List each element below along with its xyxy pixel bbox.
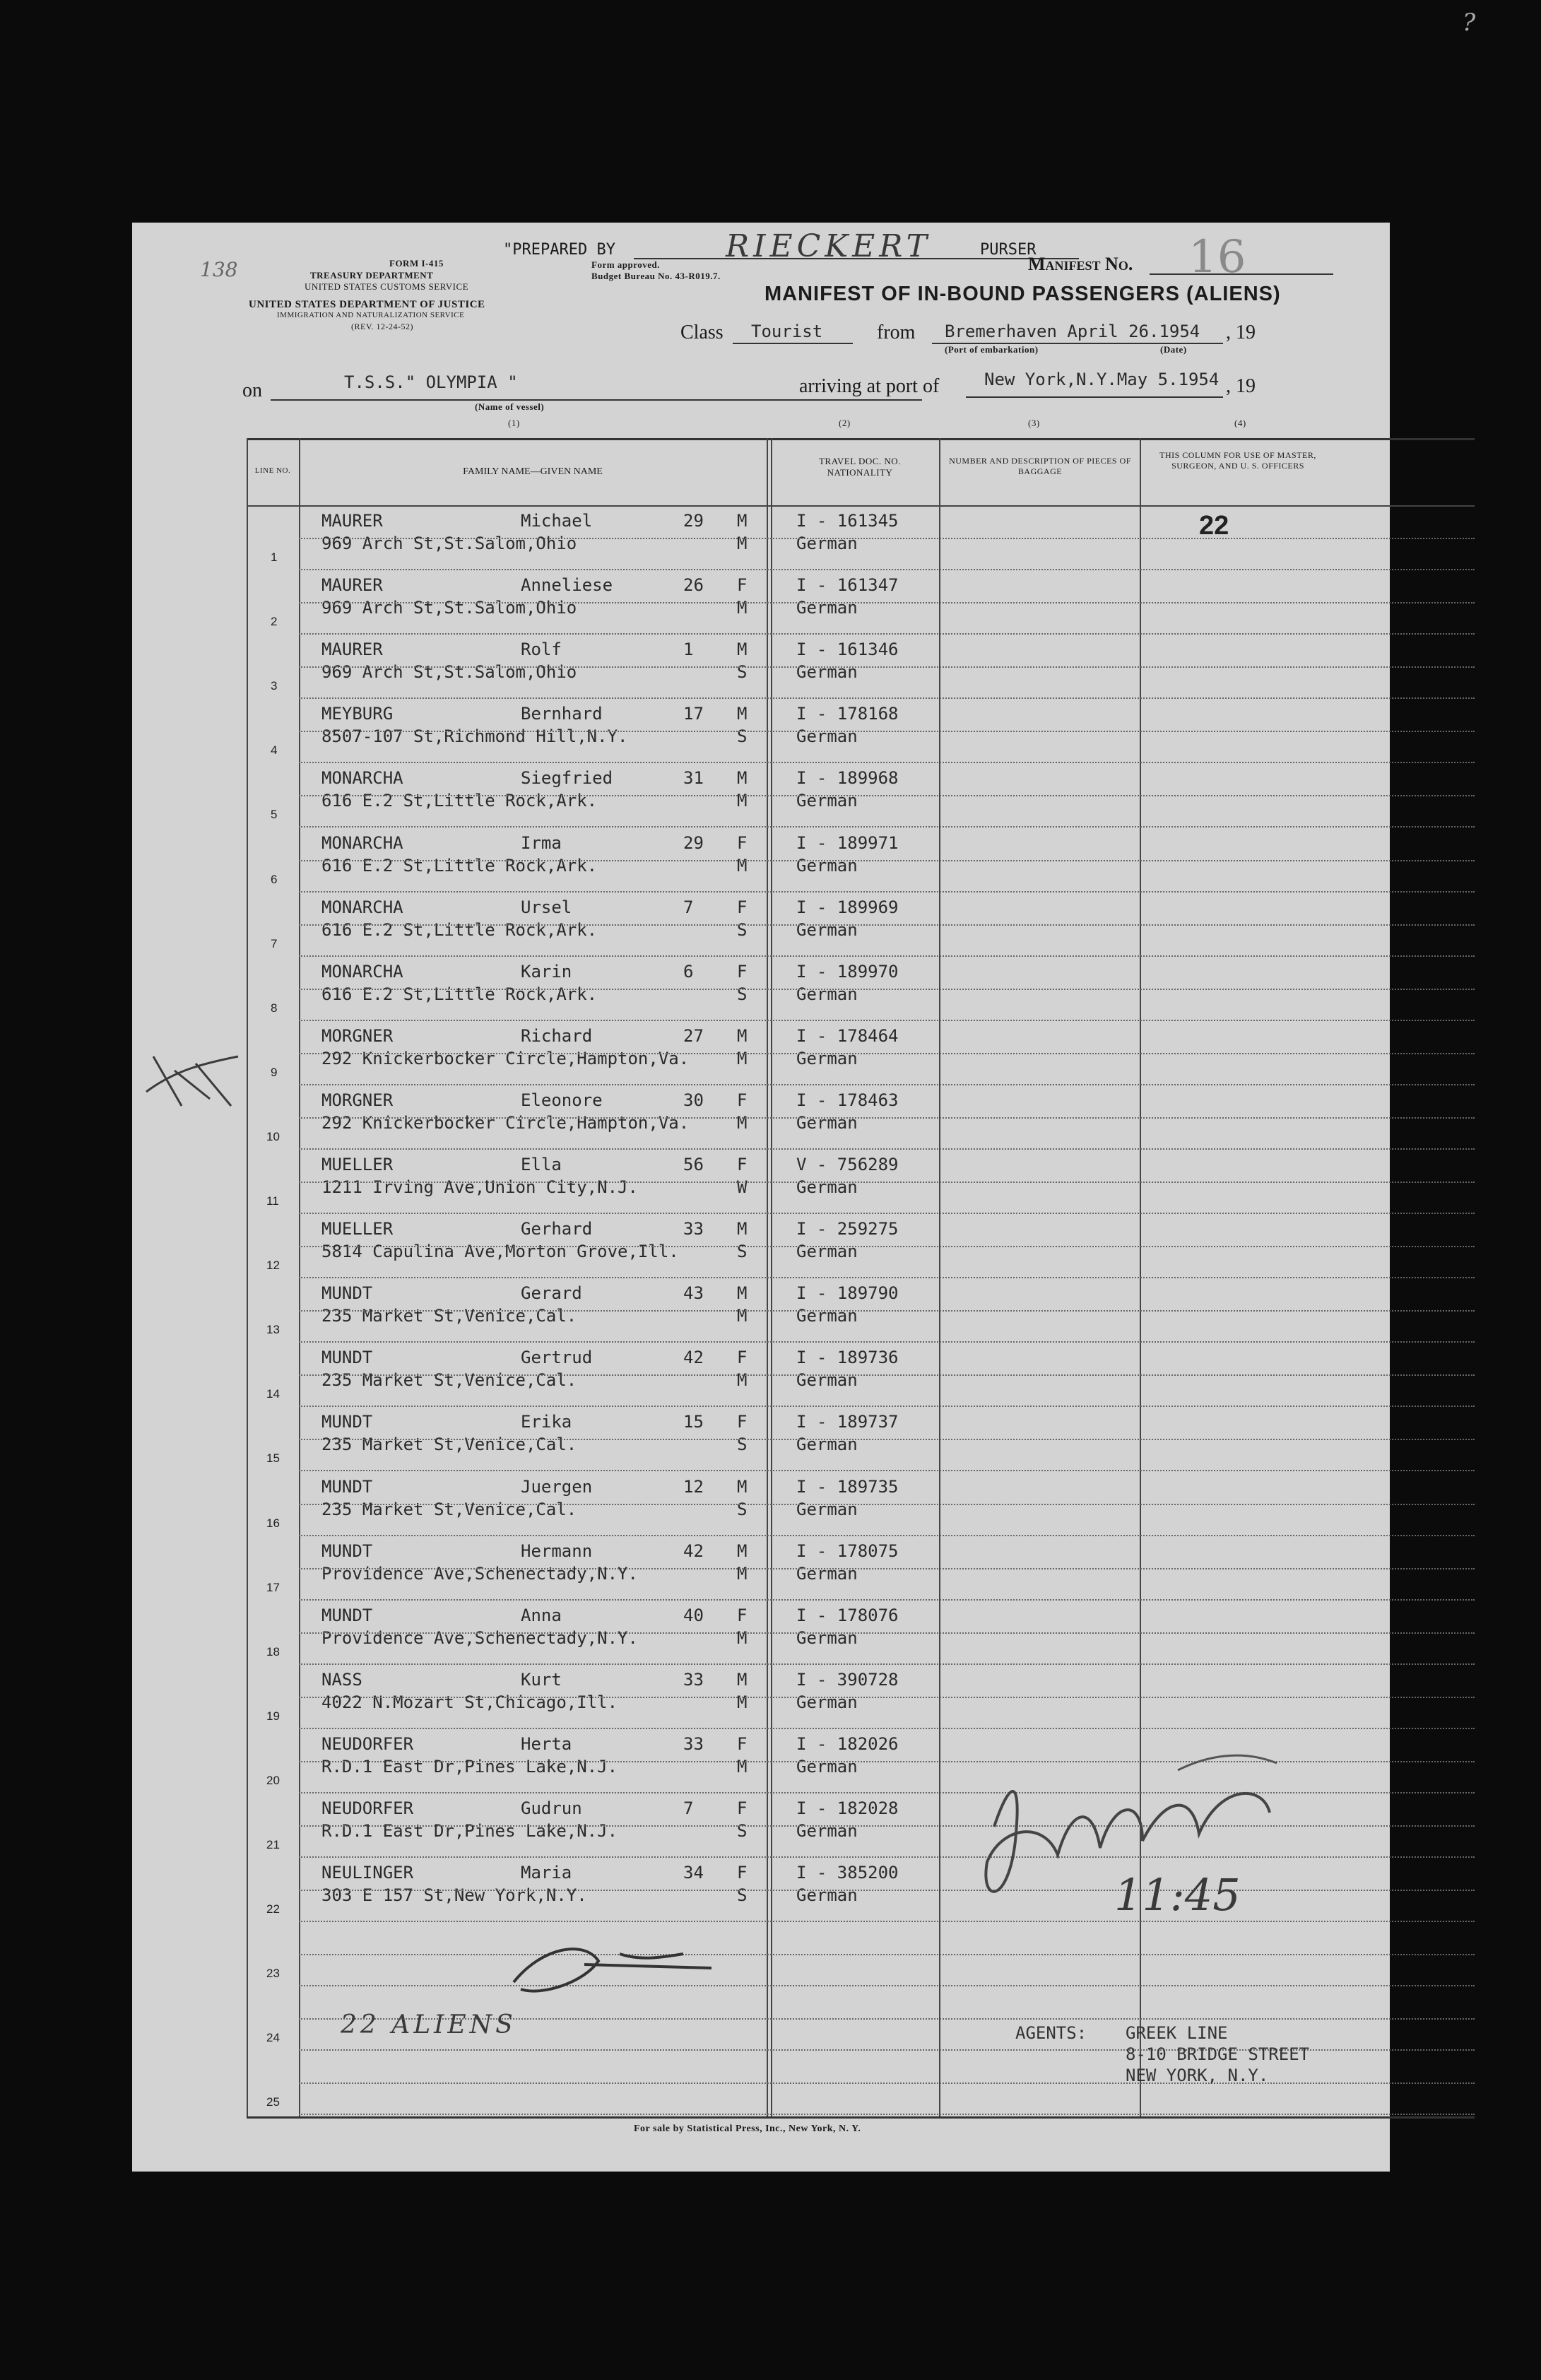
nationality: German [796,1756,858,1777]
line-number: 16 [266,1516,280,1530]
prepared-by-label: "PREPARED BY [503,241,615,259]
line-number: 15 [266,1451,280,1466]
col-header-name: FAMILY NAME—GIVEN NAME [463,466,603,477]
family-name: MAURER [321,640,383,660]
address: 303 E 157 St,New York,N.Y. [321,1885,587,1906]
nationality: German [796,1435,858,1455]
line-number: 19 [266,1709,280,1723]
nationality: German [796,1370,858,1391]
marital-status: S [737,1499,748,1519]
given-name: Herta [521,1733,572,1754]
given-name: Gertrud [521,1348,593,1368]
age: 1 [683,640,694,660]
family-name: MUNDT [321,1540,373,1561]
line-number: 13 [266,1323,280,1337]
age: 34 [683,1863,704,1883]
family-name: MONARCHA [321,768,403,789]
page-mark: ? [1463,8,1476,37]
marital-status: M [737,598,748,618]
age: 27 [683,1025,704,1046]
line-number: 25 [266,2095,280,2109]
family-name: MORGNER [321,1090,394,1110]
table-row [132,1601,1390,1666]
address: 969 Arch St,St.Salom,Ohio [321,662,577,683]
given-name: Eleonore [521,1090,603,1110]
sex: M [737,1540,748,1561]
family-name: MUNDT [321,1476,373,1497]
line-number: 17 [266,1580,280,1594]
nationality: German [796,919,858,940]
budget-bureau: Budget Bureau No. 43-R019.7. [591,271,721,281]
age: 15 [683,1412,704,1432]
table-row [132,1022,1390,1086]
sex: F [737,1090,748,1110]
line-number: 11 [266,1194,279,1208]
nationality: German [796,1885,858,1906]
marital-status: M [737,1563,748,1584]
family-name: NASS [321,1669,362,1690]
nationality: German [796,984,858,1004]
table-row [132,1923,1390,1987]
sex: M [737,1283,748,1304]
travel-doc-number: I - 178076 [796,1605,899,1625]
nationality: German [796,662,858,683]
address: 292 Knickerbocker Circle,Hampton,Va. [321,1048,690,1068]
age: 33 [683,1733,704,1754]
family-name: NEUDORFER [321,1733,414,1754]
travel-doc-number: I - 189737 [796,1412,899,1432]
travel-doc-number: I - 189736 [796,1348,899,1368]
nationality: German [796,1499,858,1519]
nationality: German [796,1821,858,1841]
line-number: 14 [266,1387,280,1401]
family-name: MORGNER [321,1025,394,1046]
age: 40 [683,1605,704,1625]
travel-doc-number: I - 161346 [796,640,899,660]
on-label: on [242,379,262,401]
table-row [132,635,1390,700]
given-name: Ella [521,1155,562,1174]
marital-status: S [737,984,748,1004]
address: 235 Market St,Venice,Cal. [321,1306,577,1326]
given-name: Siegfried [521,768,613,789]
line-number: 5 [271,808,278,822]
nationality: German [796,1627,858,1648]
vessel-value: T.S.S." OLYMPIA " [344,372,518,392]
line-number: 21 [266,1838,280,1851]
sex: F [737,897,748,917]
address: 616 E.2 St,Little Rock,Ark. [321,984,598,1004]
embark-value: Bremerhaven April 26.1954 [945,322,1200,341]
family-name: NEULINGER [321,1863,414,1883]
marital-status: M [737,1692,748,1712]
col3-num: (3) [1028,418,1040,428]
col-header-travel-doc: TRAVEL DOC. NO. NATIONALITY [819,456,901,478]
line-number: 9 [271,1065,278,1079]
line-number: 24 [266,2031,280,2045]
nationality: German [796,598,858,618]
sex: F [737,1605,748,1625]
table-row [132,829,1390,893]
travel-doc-number: I - 178464 [796,1025,899,1046]
given-name: Kurt [521,1669,562,1690]
family-name: MONARCHA [321,961,403,982]
family-name: NEUDORFER [321,1798,414,1818]
treasury-dept: TREASURY DEPARTMENT [310,270,434,281]
arrival-value: New York,N.Y.May 5.1954 [984,370,1220,389]
nationality: German [796,1177,858,1197]
nationality: German [796,1112,858,1133]
line-number: 4 [271,743,278,758]
age: 26 [683,575,704,596]
given-name: Karin [521,961,572,982]
agents-label: AGENTS: [1015,2023,1087,2043]
travel-doc-number: I - 189968 [796,768,899,789]
table-row [132,1666,1390,1730]
marital-status: M [737,1370,748,1391]
address: 292 Knickerbocker Circle,Hampton,Va. [321,1112,690,1133]
family-name: MUNDT [321,1605,373,1625]
given-name: Erika [521,1412,572,1432]
given-name: Gudrun [521,1798,582,1818]
nationality: German [796,726,858,747]
family-name: MAURER [321,575,383,596]
sex: M [737,1025,748,1046]
nationality: German [796,1048,858,1068]
age: 17 [683,704,704,724]
col1-num: (1) [508,418,520,428]
sex: M [737,1669,748,1690]
customs-service: UNITED STATES CUSTOMS SERVICE [305,281,469,292]
travel-doc-number: I - 161347 [796,575,899,596]
table-row [132,571,1390,635]
given-name: Maria [521,1863,572,1883]
address: 616 E.2 St,Little Rock,Ark. [321,791,598,811]
table-row [132,764,1390,828]
ins-service: IMMIGRATION AND NATURALIZATION SERVICE [277,311,465,319]
sex: F [737,575,748,596]
given-name: Richard [521,1025,593,1046]
arriving-label: arriving at port of [796,375,942,398]
travel-doc-number: I - 161345 [796,511,899,531]
age: 29 [683,511,704,531]
signature-scrawl [966,1742,1319,1926]
family-name: MAURER [321,511,383,531]
nationality: German [796,1563,858,1584]
line-number: 2 [271,615,278,629]
line-number: 23 [266,1967,280,1981]
line-number: 12 [266,1259,280,1273]
age: 6 [683,961,694,982]
address: Providence Ave,Schenectady,N.Y. [321,1563,638,1584]
sex: F [737,1412,748,1432]
sex: M [737,511,748,531]
table-row [132,958,1390,1022]
given-name: Michael [521,511,593,531]
line-number: 20 [266,1773,280,1787]
manifest-title: MANIFEST OF IN-BOUND PASSENGERS (ALIENS) [764,283,1281,305]
marital-status: M [737,534,748,553]
officer-count: 22 [1199,511,1229,541]
given-name: Ursel [521,897,572,917]
table-row [132,1279,1390,1343]
marital-status: S [737,1435,748,1455]
from-label: from [877,322,916,343]
family-name: MUELLER [321,1219,394,1239]
age: 30 [683,1090,704,1110]
signature-note: 11:45 [1114,1869,1241,1921]
travel-doc-number: I - 189971 [796,832,899,853]
marital-status: S [737,1242,748,1262]
sex: M [737,768,748,789]
col2-num: (2) [839,418,851,428]
embark-caption: (Port of embarkation) [945,344,1039,355]
table-row [132,1408,1390,1472]
marital-status: M [737,855,748,876]
marital-status: S [737,662,748,683]
agents-line3: NEW YORK, N.Y. [1126,2066,1269,2085]
family-name: MONARCHA [321,897,403,917]
sex: M [737,1219,748,1239]
class-value: Tourist [751,322,823,341]
marital-status: M [737,791,748,811]
agents-line1: GREEK LINE [1126,2023,1228,2043]
given-name: Gerard [521,1283,582,1304]
age: 7 [683,897,694,917]
age: 33 [683,1669,704,1690]
marital-status: M [737,1112,748,1133]
class-label: Class [680,322,724,343]
age: 56 [683,1155,704,1174]
age: 31 [683,768,704,789]
sex: F [737,832,748,853]
form-number: FORM I-415 [389,258,444,269]
address: 969 Arch St,St.Salom,Ohio [321,598,577,618]
nationality: German [796,1242,858,1262]
address: 969 Arch St,St.Salom,Ohio [321,534,577,553]
travel-doc-number: I - 182028 [796,1798,899,1818]
manifest-sheet [132,223,1390,2172]
table-row [132,893,1390,958]
age: 42 [683,1348,704,1368]
line-number: 18 [266,1644,280,1659]
given-name: Hermann [521,1540,593,1561]
table-row [132,1343,1390,1408]
address: R.D.1 East Dr,Pines Lake,N.J. [321,1821,618,1841]
purser-label: PURSER [980,241,1037,259]
justice-dept: UNITED STATES DEPARTMENT OF JUSTICE [249,299,485,310]
age: 7 [683,1798,694,1818]
travel-doc-number: I - 178075 [796,1540,899,1561]
marital-status: S [737,726,748,747]
nationality: German [796,855,858,876]
family-name: MEYBURG [321,704,394,724]
col-header-baggage: NUMBER AND DESCRIPTION OF PIECES OF BAGGAGE [949,456,1131,476]
sex: F [737,1348,748,1368]
travel-doc-number: I - 189970 [796,961,899,982]
address: 1211 Irving Ave,Union City,N.J. [321,1177,638,1197]
initials-scrawl [500,1926,726,2010]
given-name: Gerhard [521,1219,593,1239]
family-name: MUNDT [321,1348,373,1368]
given-name: Irma [521,832,562,853]
sex: F [737,961,748,982]
nationality: German [796,1692,858,1712]
travel-doc-number: V - 756289 [796,1155,899,1174]
given-name: Anna [521,1605,562,1625]
address: 616 E.2 St,Little Rock,Ark. [321,919,598,940]
family-name: MUNDT [321,1283,373,1304]
travel-doc-number: I - 385200 [796,1863,899,1883]
given-name: Anneliese [521,575,613,596]
sex: F [737,1733,748,1754]
family-name: MUELLER [321,1155,394,1174]
footer-note: For sale by Statistical Press, Inc., New York, N. Y. [634,2123,861,2134]
line-number: 10 [266,1129,280,1143]
age: 42 [683,1540,704,1561]
marital-status: W [737,1177,748,1197]
travel-doc-number: I - 178168 [796,704,899,724]
aliens-note: 22 ALIENS [341,2010,516,2039]
address: 8507-107 St,Richmond Hill,N.Y. [321,726,628,747]
prepared-by-value: RIECKERT [726,228,931,264]
table-row [132,1086,1390,1150]
address: 235 Market St,Venice,Cal. [321,1499,577,1519]
address: R.D.1 East Dr,Pines Lake,N.J. [321,1756,618,1777]
manifest-no-value: 16 [1188,231,1246,283]
date-caption: (Date) [1160,344,1187,355]
col-header-line-no: LINE NO. [254,466,291,475]
sex: M [737,640,748,660]
address: 5814 Capulina Ave,Morton Grove,Ill. [321,1242,679,1262]
agents-line2: 8-10 BRIDGE STREET [1126,2044,1310,2064]
manifest-no-label: Manifest No. [1028,254,1133,274]
marital-status: S [737,919,748,940]
nationality: German [796,1306,858,1326]
travel-doc-number: I - 189735 [796,1476,899,1497]
line-number: 6 [271,872,278,886]
travel-doc-number: I - 390728 [796,1669,899,1690]
given-name: Rolf [521,640,562,660]
travel-doc-number: I - 182026 [796,1733,899,1754]
age: 43 [683,1283,704,1304]
family-name: MUNDT [321,1412,373,1432]
address: 4022 N.Mozart St,Chicago,Ill. [321,1692,618,1712]
marital-status: S [737,1885,748,1906]
line-number: 22 [266,1902,280,1916]
address: 616 E.2 St,Little Rock,Ark. [321,855,598,876]
age: 33 [683,1219,704,1239]
table-row [132,1473,1390,1537]
travel-doc-number: I - 189969 [796,897,899,917]
address: Providence Ave,Schenectady,N.Y. [321,1627,638,1648]
table-row [132,1215,1390,1279]
age: 29 [683,832,704,853]
sex: F [737,1155,748,1174]
sex: M [737,704,748,724]
nationality: German [796,534,858,553]
table-row [132,1150,1390,1215]
sex: M [737,1476,748,1497]
margin-note: 138 [200,258,238,281]
travel-doc-number: I - 259275 [796,1219,899,1239]
nationality: German [796,791,858,811]
col4-num: (4) [1234,418,1246,428]
year-suffix: , 19 [1226,322,1256,343]
margin-scribble [132,1042,245,1120]
table-row [132,700,1390,764]
address: 235 Market St,Venice,Cal. [321,1435,577,1455]
form-rev: (REV. 12-24-52) [351,322,413,331]
col-header-officers: THIS COLUMN FOR USE OF MASTER, SURGEON, AND U. S. OFFICERS [1159,450,1316,471]
form-approved: Form approved. [591,259,661,270]
given-name: Juergen [521,1476,593,1497]
family-name: MONARCHA [321,832,403,853]
address: 235 Market St,Venice,Cal. [321,1370,577,1391]
marital-status: M [737,1306,748,1326]
line-number: 3 [271,679,278,693]
marital-status: M [737,1627,748,1648]
line-number: 8 [271,1001,278,1015]
year-suffix-2: , 19 [1226,375,1256,397]
sex: F [737,1863,748,1883]
marital-status: M [737,1756,748,1777]
line-number: 7 [271,936,278,950]
travel-doc-number: I - 189790 [796,1283,899,1304]
sex: F [737,1798,748,1818]
travel-doc-number: I - 178463 [796,1090,899,1110]
given-name: Bernhard [521,704,603,724]
marital-status: S [737,1821,748,1841]
line-number: 1 [271,550,278,564]
age: 12 [683,1476,704,1497]
table-row [132,1537,1390,1601]
vessel-caption: (Name of vessel) [475,401,545,412]
marital-status: M [737,1048,748,1068]
